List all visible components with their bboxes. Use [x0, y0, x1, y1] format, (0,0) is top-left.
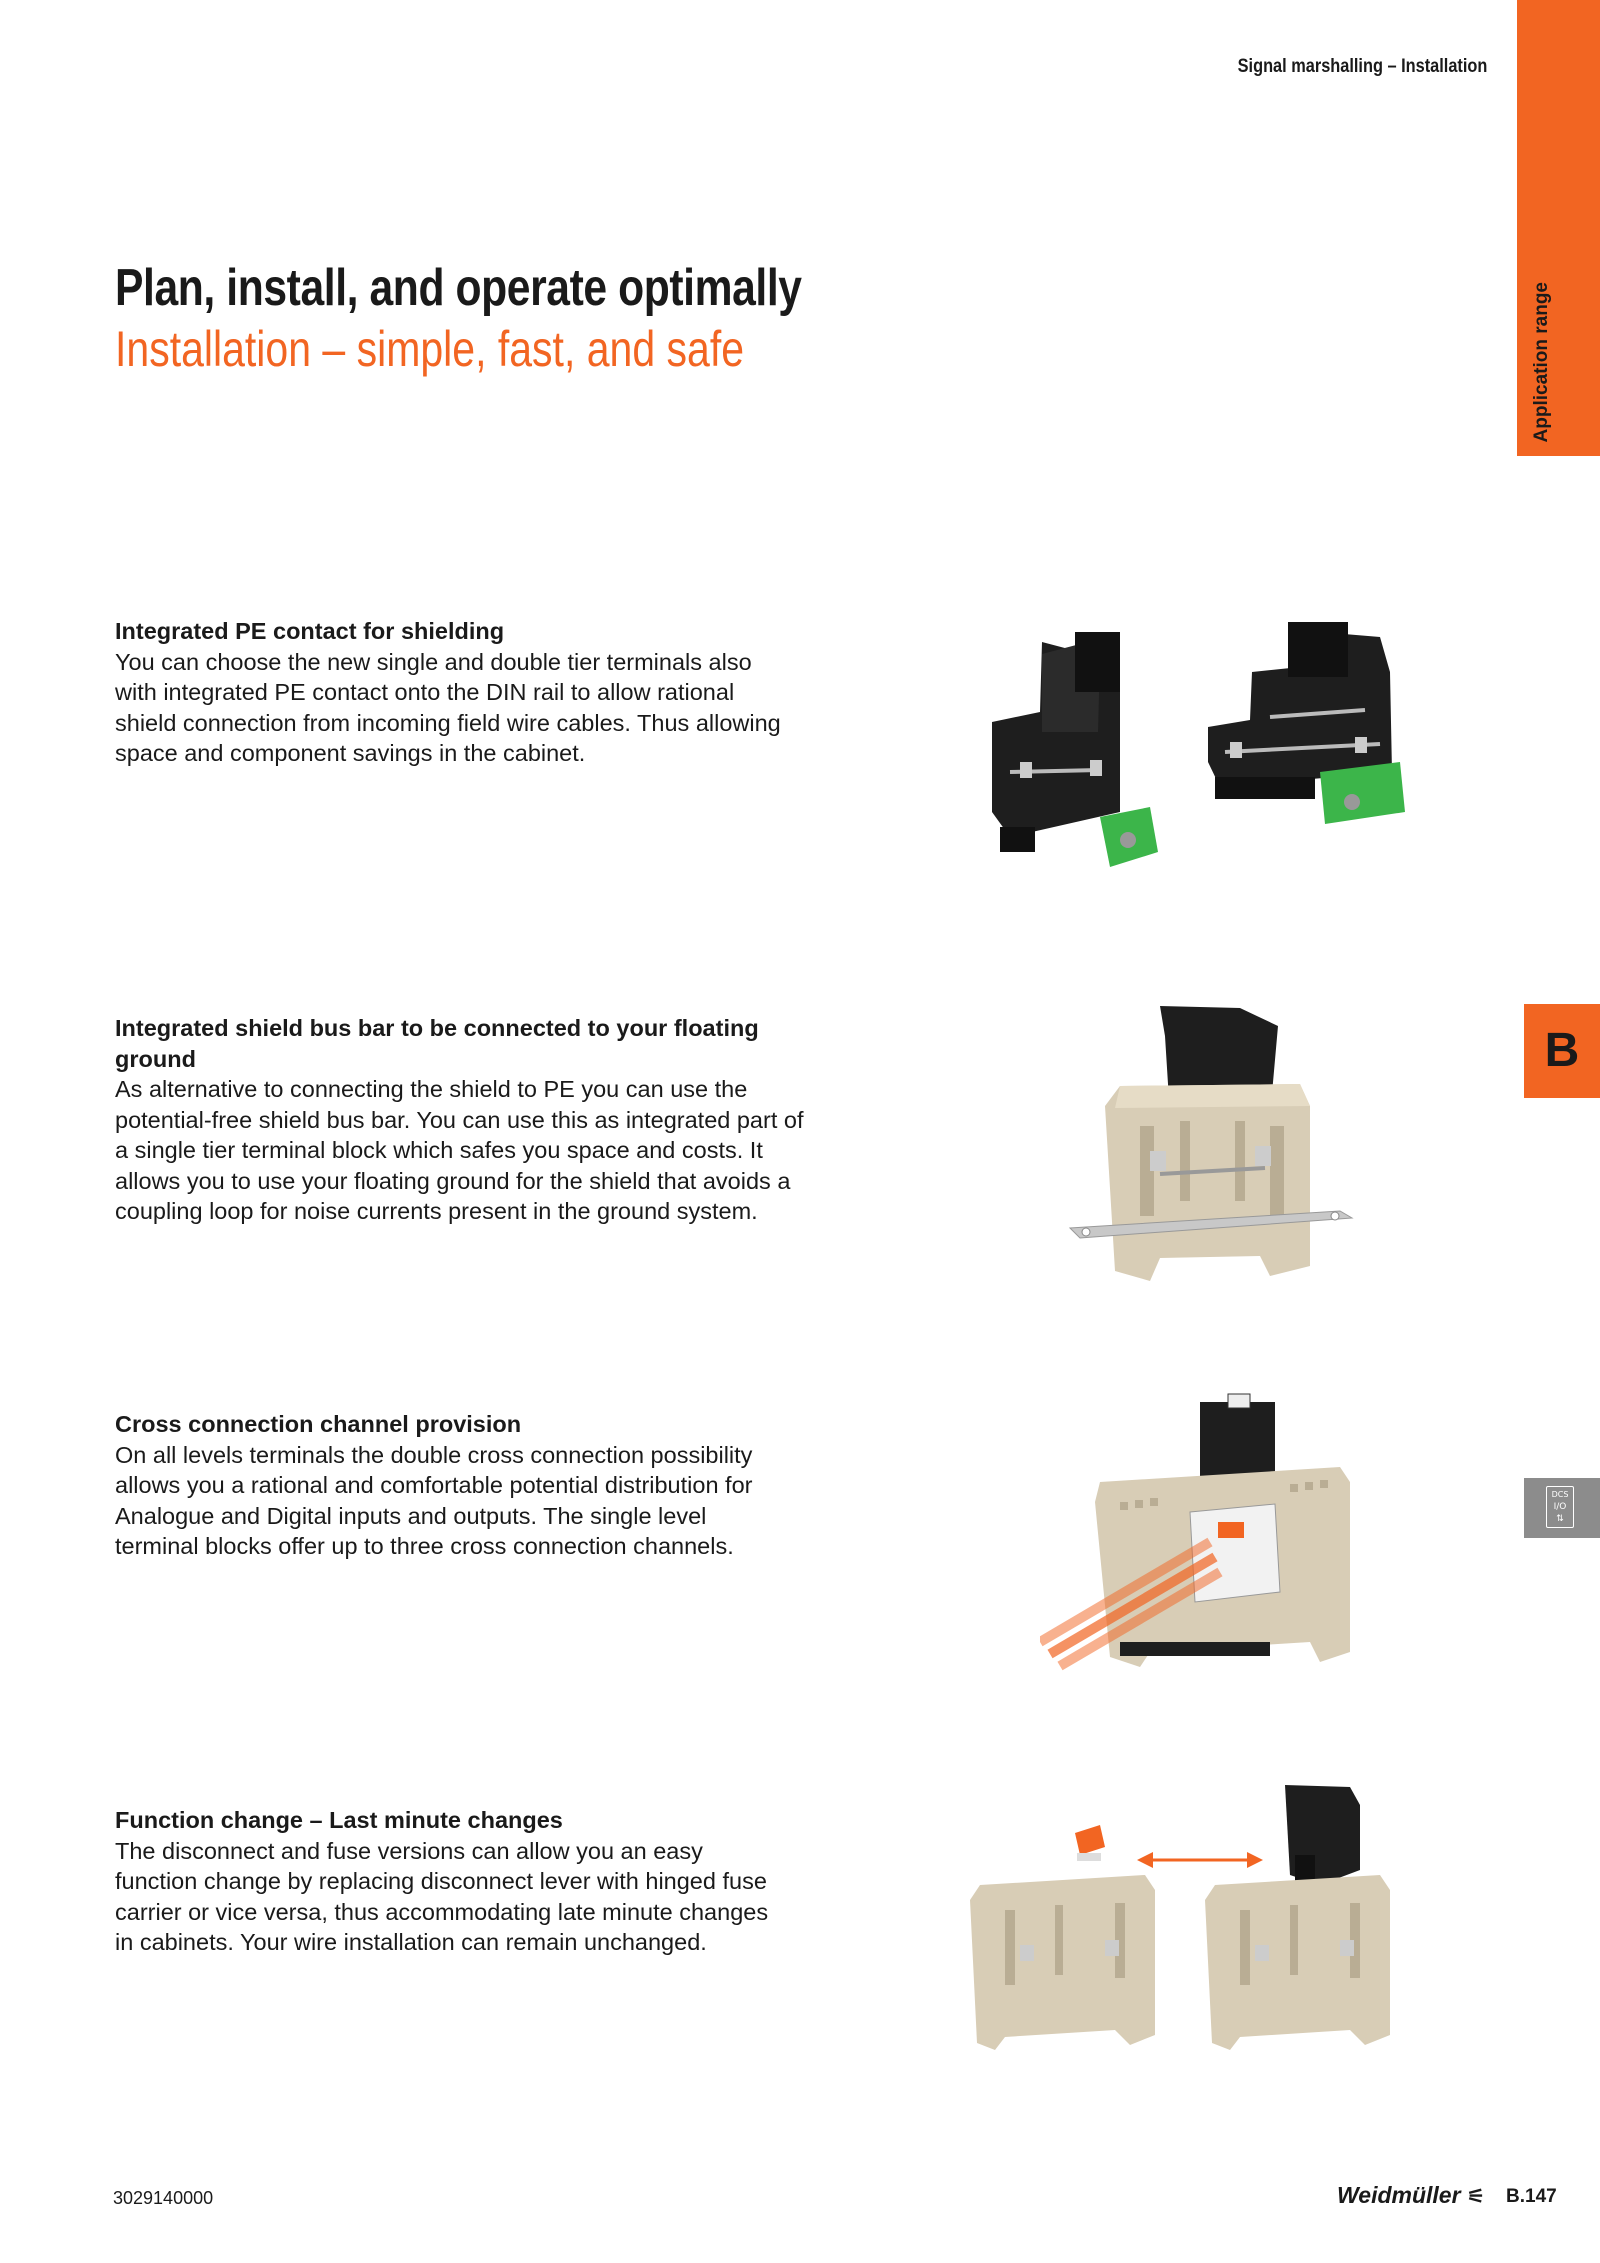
section-heading: Integrated shield bus bar to be connected to your floating ground: [115, 1015, 759, 1072]
dcs-io-tab[interactable]: [1524, 1478, 1600, 1538]
chapter-tab-b[interactable]: B: [1524, 1004, 1600, 1098]
section-body: As alternative to connecting the shield to PE you can use the potential-free shield bus bar. You can use this as integrated part of a single tier terminal block which safes you space and costs. It allows you to use your floating ground for the shield that avoids a coupling loop for noise currents present in the ground system.: [115, 1076, 804, 1224]
article-number: 3029140000: [113, 2188, 214, 2208]
page-title: Plan, install, and operate optimally: [115, 259, 802, 317]
brand-name: Weidmüller: [1337, 2182, 1461, 2208]
page-number: B.147: [1506, 2186, 1557, 2207]
disconnect-lever: [1075, 1825, 1105, 1855]
section-cross-connection: [115, 1409, 805, 1562]
terminal-block-shield-bus-bar-image: [1060, 996, 1360, 1296]
section-body: On all levels terminals the double cross connection possibility allows you a rational and comfortable potential distribution for Analogue and Digital inputs and outputs. The single level terminal blocks offer up to three cross connection channels.: [115, 1441, 753, 1559]
dcs-label: DCS: [1551, 1490, 1569, 1499]
application-range-tab[interactable]: [1517, 0, 1600, 456]
dcs-io-icon: [1546, 1486, 1574, 1528]
running-header: Signal marshalling – Installation: [1237, 56, 1487, 77]
arrows-icon: ⇅: [1556, 1514, 1564, 1524]
section-body: You can choose the new single and double tier terminals also with integrated PE contact onto the DIN rail to allow rational shield connection from incoming field wire cables. Thus allowing space and component savings in the cabinet.: [115, 648, 781, 766]
terminal-blocks-function-change-image: [965, 1775, 1405, 2070]
section-shield-bus-bar: [115, 1013, 805, 1227]
page-subtitle: Installation – simple, fast, and safe: [115, 321, 745, 377]
section-body: The disconnect and fuse versions can allow you an easy function change by replacing disconnect lever with hinged fuse carrier or vice versa, thus accommodating late minute changes in cabinets. Your wire installation can remain unchanged.: [115, 1837, 769, 1955]
section-function-change: [115, 1805, 805, 1958]
section-pe-contact: [115, 616, 805, 769]
pe-terminal-double-tier: [1208, 622, 1405, 824]
io-label: I/O: [1553, 1502, 1567, 1512]
pe-terminal-single-tier: [992, 632, 1158, 867]
section-heading: Cross connection channel provision: [115, 1411, 522, 1437]
application-range-label: Application range: [1531, 281, 1552, 442]
brand-logo: [1337, 2182, 1485, 2209]
section-heading: Function change – Last minute changes: [115, 1807, 563, 1833]
brand-mark-icon: ⚟: [1466, 2186, 1485, 2208]
terminal-blocks-cross-connection-image: [1040, 1392, 1370, 1682]
section-heading: Integrated PE contact for shielding: [115, 618, 505, 644]
terminal-blocks-pe-contact-image: [980, 612, 1420, 882]
